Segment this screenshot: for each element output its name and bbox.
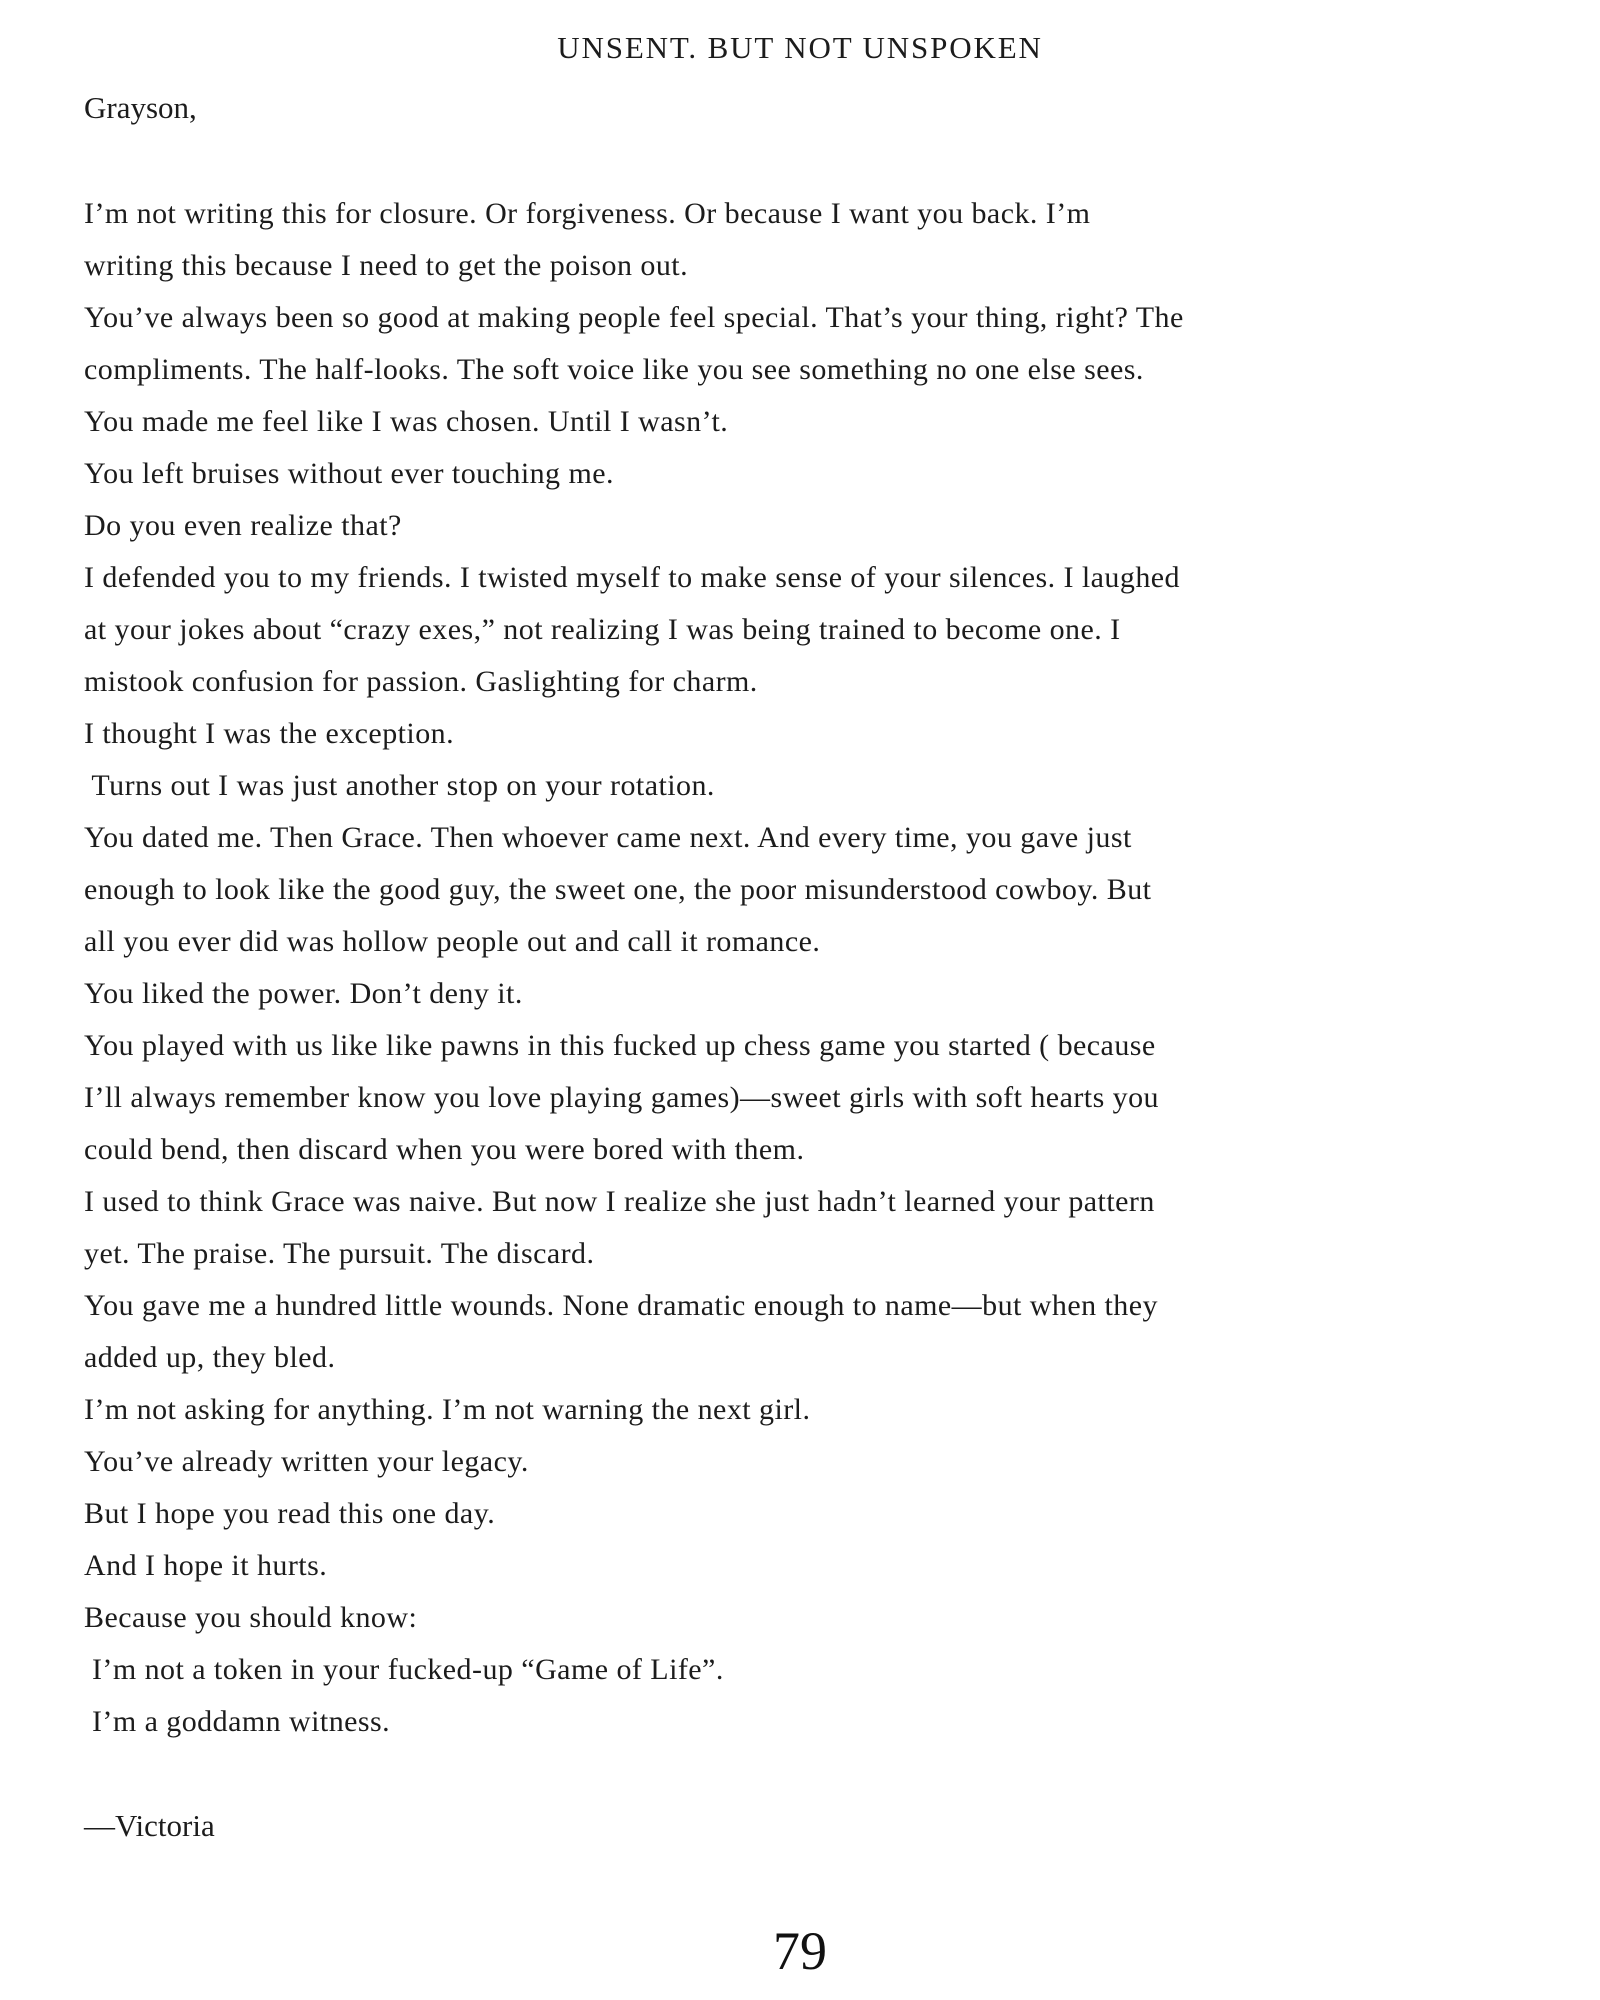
letter-line: added up, they bled. — [84, 1341, 336, 1374]
letter-line: I’m not writing this for closure. Or forgiveness. Or because I want you back. I’m — [84, 197, 1091, 230]
letter-line: I’ll always remember know you love playing games)—sweet girls with soft hearts you — [84, 1081, 1159, 1114]
letter-line: You’ve already written your legacy. — [84, 1445, 529, 1478]
letter-line: enough to look like the good guy, the sweet one, the poor misunderstood cowboy. But — [84, 873, 1152, 906]
letter-line: Because you should know: — [84, 1601, 418, 1634]
letter-line: I defended you to my friends. I twisted myself to make sense of your silences. I laughed — [84, 561, 1180, 594]
letter-line: You liked the power. Don’t deny it. — [84, 977, 523, 1010]
letter-line: I’m a goddamn witness. — [84, 1705, 391, 1738]
letter-line: all you ever did was hollow people out and call it romance. — [84, 925, 821, 958]
letter-line: You gave me a hundred little wounds. None dramatic enough to name—but when they — [84, 1289, 1158, 1322]
letter-line: at your jokes about “crazy exes,” not realizing I was being trained to become one. I — [84, 613, 1121, 646]
letter-line: I’m not a token in your fucked-up “Game of Life”. — [84, 1653, 724, 1686]
signature: —Victoria — [84, 1808, 215, 1843]
letter-line: You dated me. Then Grace. Then whoever came next. And every time, you gave just — [84, 821, 1132, 854]
letter-line: yet. The praise. The pursuit. The discard. — [84, 1237, 595, 1270]
letter-line: I used to think Grace was naive. But now I realize she just hadn’t learned your pattern — [84, 1185, 1155, 1218]
salutation: Grayson, — [84, 90, 197, 125]
letter-line: could bend, then discard when you were bored with them. — [84, 1133, 805, 1166]
letter-line: Do you even realize that? — [84, 509, 402, 542]
letter-line: mistook confusion for passion. Gaslighting for charm. — [84, 665, 758, 698]
letter-line: You played with us like like pawns in this fucked up chess game you started ( because — [84, 1029, 1156, 1062]
letter-line: writing this because I need to get the poison out. — [84, 249, 689, 282]
letter-line: I’m not asking for anything. I’m not warning the next girl. — [84, 1393, 811, 1426]
letter-line: And I hope it hurts. — [84, 1549, 328, 1582]
letter-line: I thought I was the exception. — [84, 717, 455, 750]
letter-line: But I hope you read this one day. — [84, 1497, 496, 1530]
letter-line: You left bruises without ever touching me. — [84, 457, 614, 490]
page-number: 79 — [773, 1921, 827, 1981]
letter-line: You’ve always been so good at making people feel special. That’s your thing, right? The — [84, 301, 1184, 334]
letter-line: You made me feel like I was chosen. Until I wasn’t. — [84, 405, 729, 438]
letter-line: Turns out I was just another stop on your rotation. — [84, 769, 715, 802]
page-title: UNSENT. BUT NOT UNSPOKEN — [557, 30, 1043, 65]
letter-line: compliments. The half-looks. The soft voice like you see something no one else sees. — [84, 353, 1144, 386]
letter-body — [84, 188, 1560, 1748]
